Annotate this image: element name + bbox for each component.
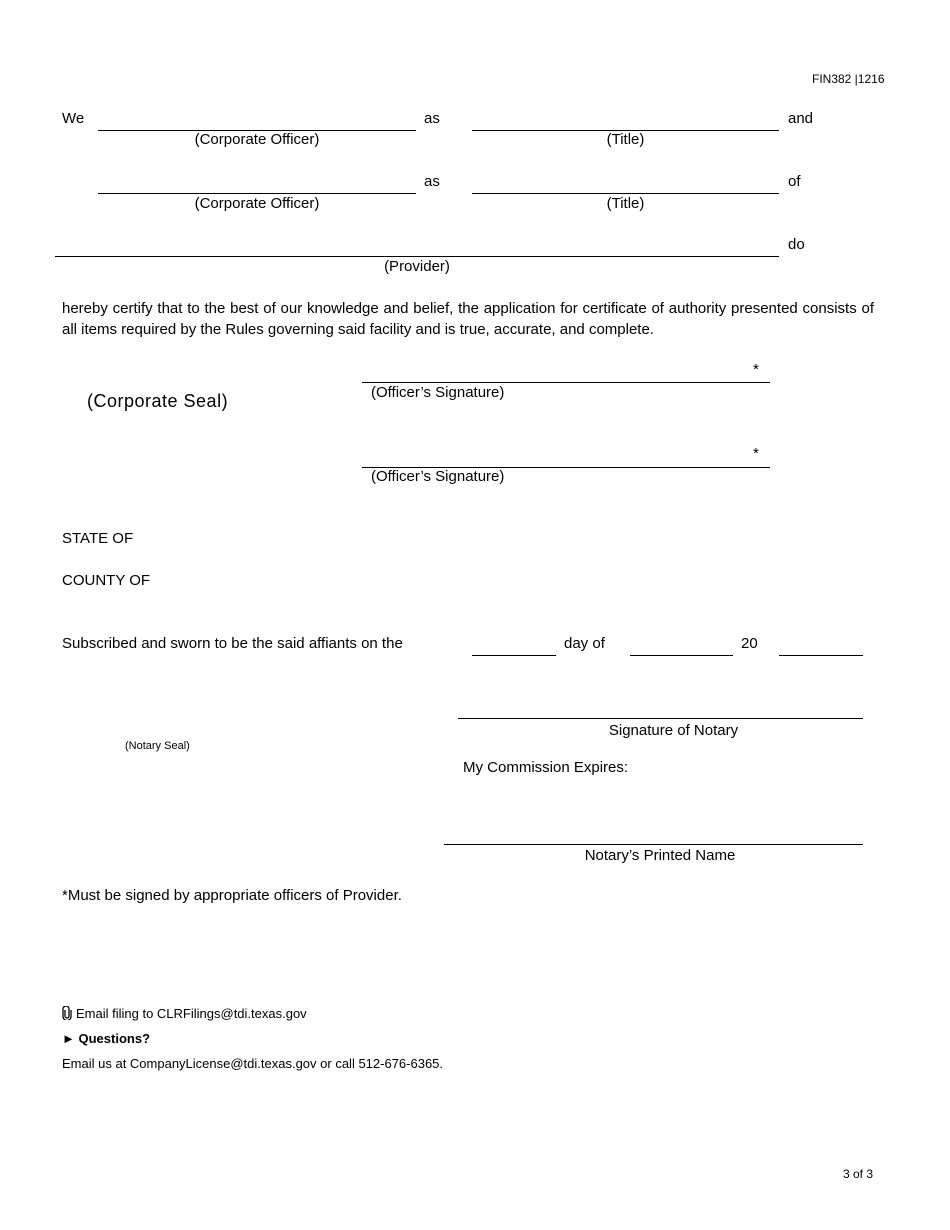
day-line[interactable]: [472, 655, 556, 656]
provider-caption: (Provider): [384, 258, 450, 275]
notary-seal: (Notary Seal): [125, 740, 190, 752]
notary-signature-line[interactable]: [458, 718, 863, 719]
as-label-2: as: [424, 173, 440, 190]
contact-email-text[interactable]: Email us at CompanyLicense@tdi.texas.gov or call 512-676-6365.: [62, 1056, 444, 1071]
corporate-officer-2-caption: (Corporate Officer): [194, 195, 320, 212]
title-1-caption: (Title): [606, 131, 645, 148]
form-id: FIN382 |1216: [812, 72, 885, 86]
title-2-caption: (Title): [606, 195, 645, 212]
page-number: 3 of 3: [843, 1167, 874, 1181]
and-label: and: [788, 110, 814, 127]
questions-label: Questions?: [78, 1031, 151, 1046]
certification-text: hereby certify that to the best of our knowledge and belief, the application for certificate of authority presented consists of all items required by the Rules governing said facility and is true, accurate, and complete.: [62, 300, 874, 338]
do-label: do: [788, 236, 805, 253]
of-label: of: [788, 173, 801, 190]
title-2-line[interactable]: [472, 193, 779, 194]
provider-line[interactable]: [55, 256, 779, 257]
email-filing-row: [62, 1006, 307, 1021]
we-label: We: [62, 110, 85, 127]
arrow-right-icon: ►: [62, 1031, 75, 1046]
questions-row: [62, 1031, 150, 1046]
notary-printed-name-caption: Notary’s Printed Name: [584, 847, 736, 864]
officer-signature-1-line[interactable]: [362, 382, 770, 383]
commission-expires-label: My Commission Expires:: [463, 759, 629, 776]
month-line[interactable]: [630, 655, 733, 656]
notary-printed-name-line[interactable]: [444, 844, 863, 845]
year-prefix: 20: [741, 635, 758, 652]
officer-signature-2-caption: (Officer’s Signature): [371, 468, 505, 485]
corporate-officer-2-line[interactable]: [98, 193, 416, 194]
officer-signature-1-caption: (Officer’s Signature): [371, 384, 505, 401]
notary-signature-caption: Signature of Notary: [608, 722, 739, 739]
year-line[interactable]: [779, 655, 863, 656]
signature-2-asterisk: *: [753, 445, 759, 462]
signature-1-asterisk: *: [753, 361, 759, 378]
state-of-label: STATE OF: [62, 530, 134, 547]
county-of-label: COUNTY OF: [62, 572, 151, 589]
email-filing-text[interactable]: Email filing to CLRFilings@tdi.texas.gov: [76, 1006, 307, 1021]
corporate-officer-1-caption: (Corporate Officer): [194, 131, 320, 148]
as-label-1: as: [424, 110, 440, 127]
day-of-label: day of: [564, 635, 605, 652]
signature-footnote: *Must be signed by appropriate officers of Provider.: [62, 887, 402, 904]
paperclip-icon: [62, 1006, 76, 1021]
corporate-seal: (Corporate Seal): [87, 391, 229, 411]
subscribed-text: Subscribed and sworn to be the said affiants on the: [62, 635, 403, 652]
